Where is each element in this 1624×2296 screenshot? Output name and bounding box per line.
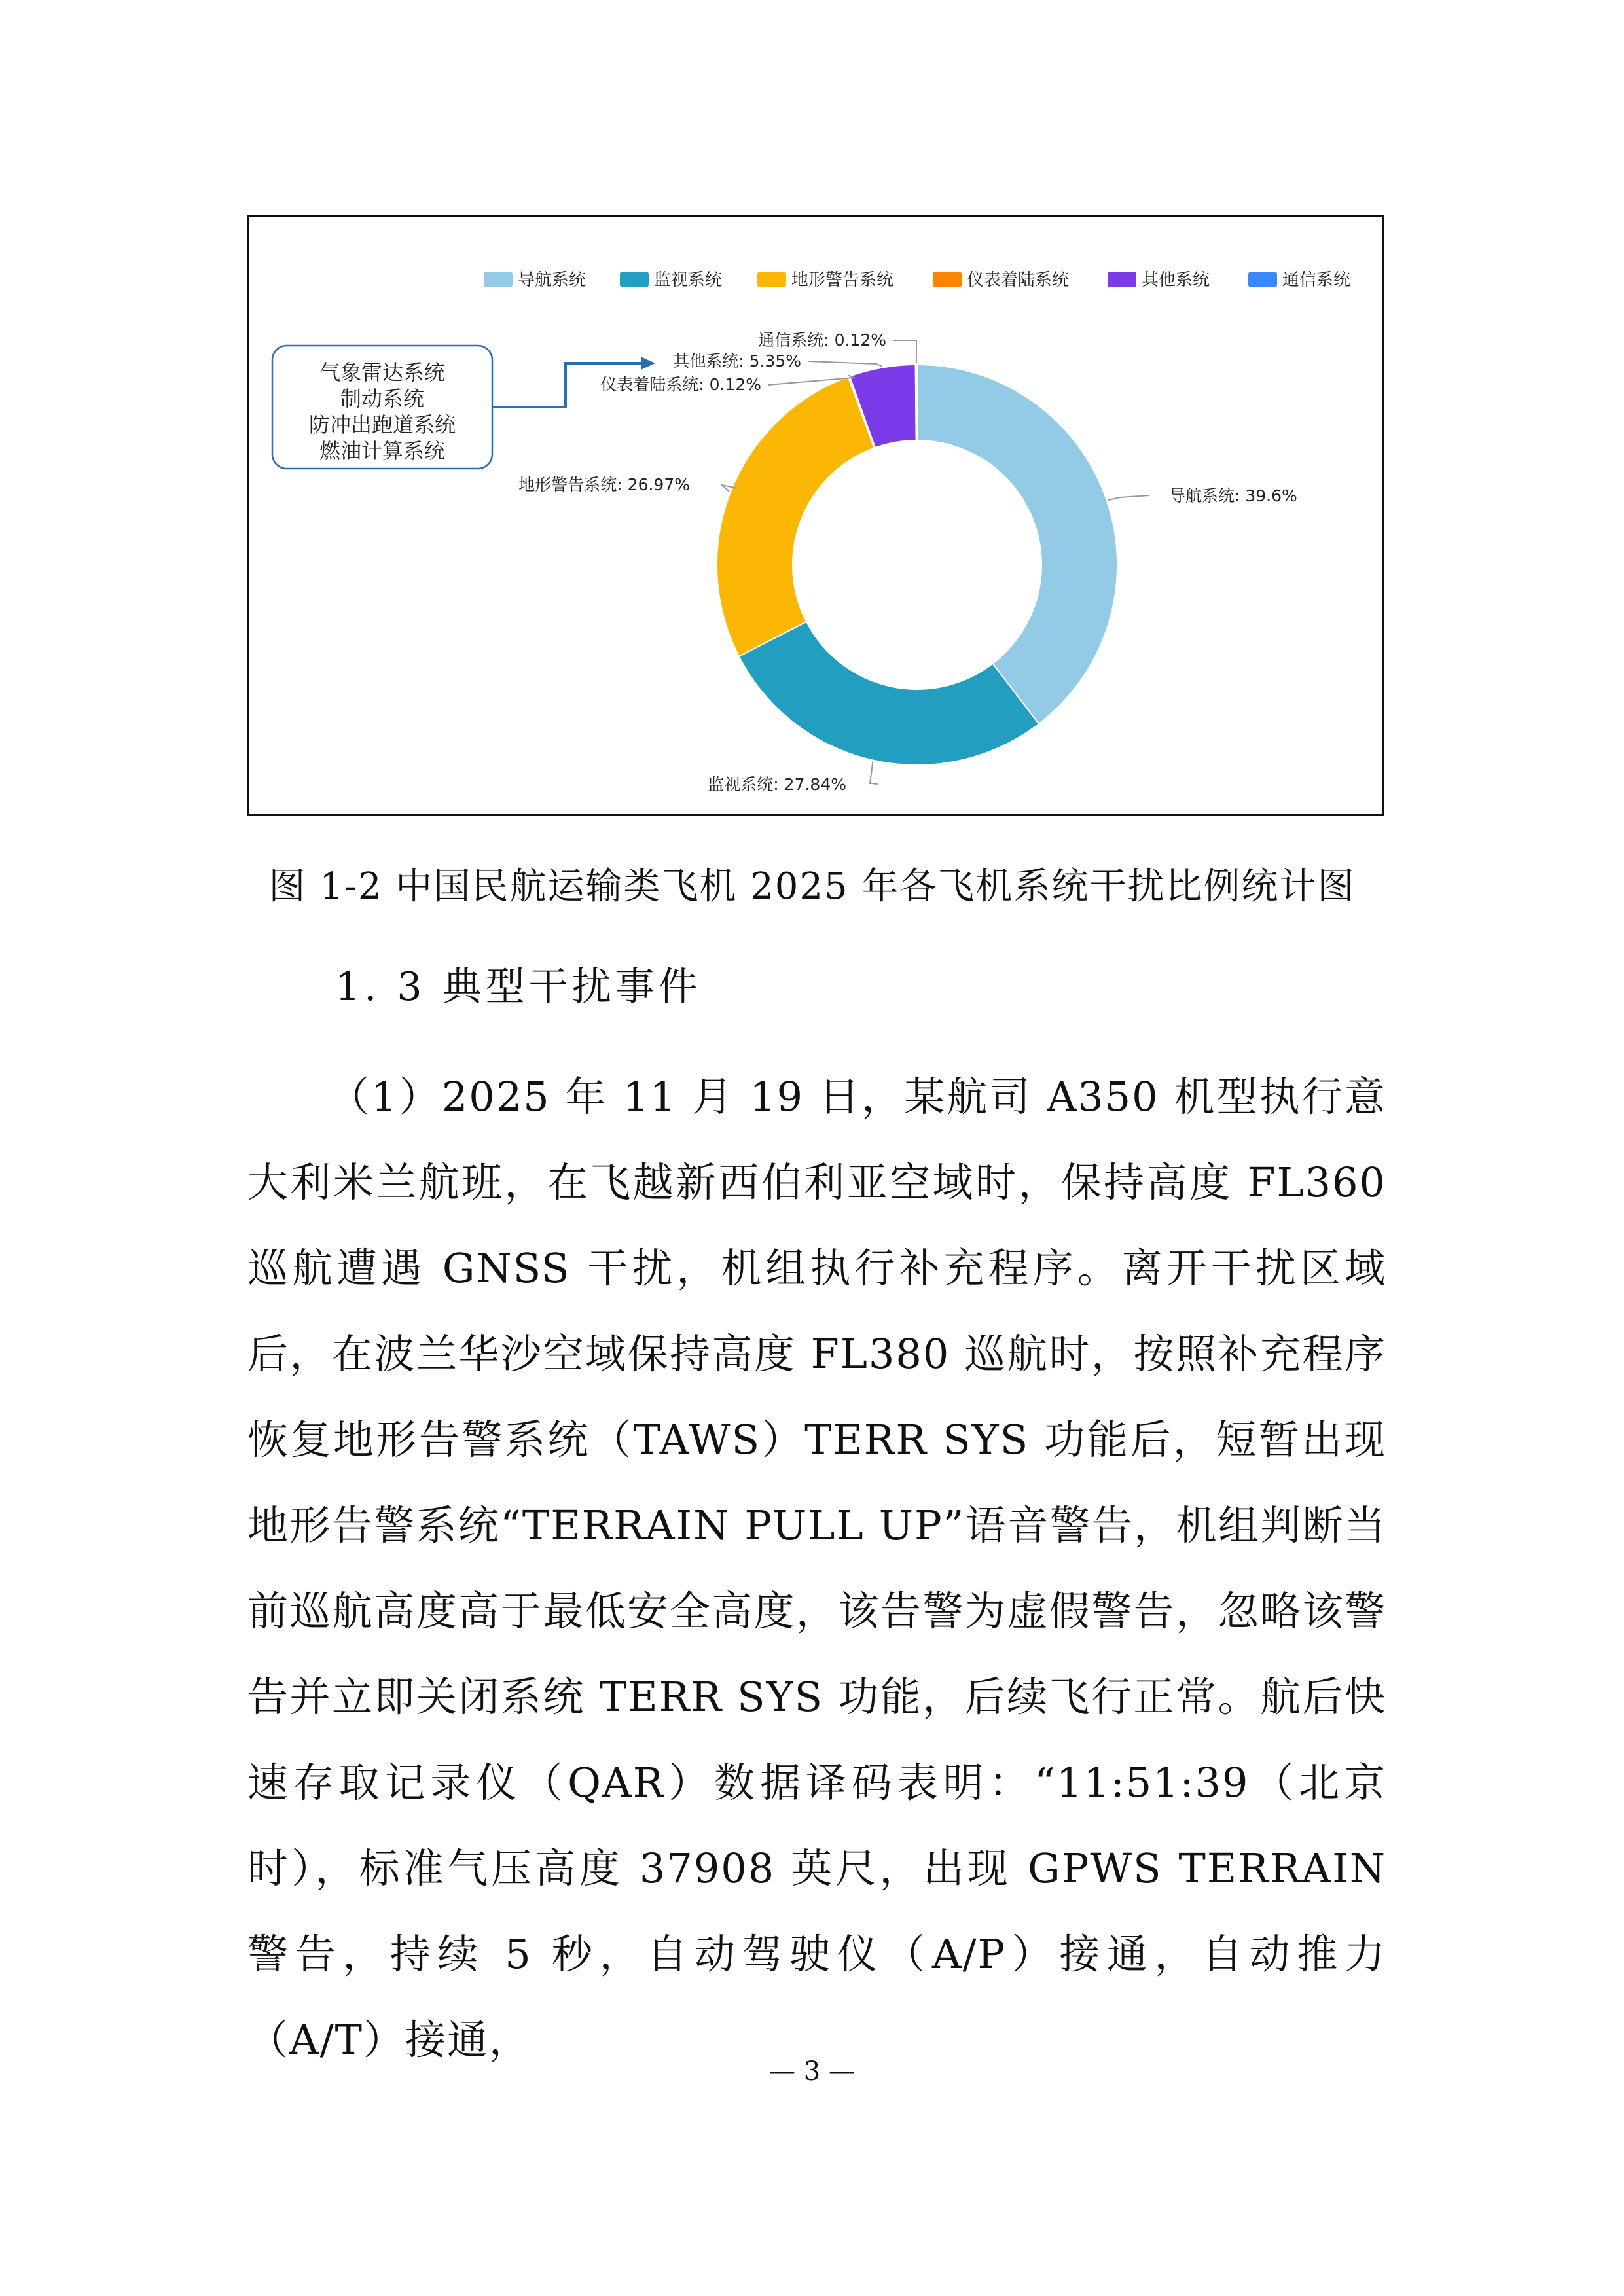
legend-swatch (620, 272, 649, 287)
slice-label: 其他系统: 5.35% (673, 351, 801, 370)
leader-line (870, 761, 878, 784)
legend-swatch (1248, 272, 1277, 287)
slice-label: 导航系统: 39.6% (1169, 486, 1297, 505)
slice-label: 地形警告系统: 26.97% (518, 475, 690, 494)
donut-slice (717, 377, 875, 656)
legend-swatch (933, 272, 962, 287)
leader-line (1108, 495, 1149, 500)
note-line: 气象雷达系统 (319, 360, 446, 385)
slice-label: 仪表着陆系统: 0.12% (600, 375, 761, 394)
legend-label: 通信系统 (1282, 270, 1351, 290)
other-systems-note (272, 346, 492, 469)
legend-label: 其他系统 (1142, 270, 1210, 290)
donut-slice (916, 365, 917, 440)
legend-swatch (757, 272, 786, 287)
page-number: — 3 — (769, 2056, 855, 2087)
legend-item (757, 270, 893, 290)
legend-item (620, 270, 722, 290)
legend-label: 导航系统 (518, 270, 586, 290)
leader-line (893, 340, 916, 363)
donut-chart (249, 217, 1382, 814)
body-paragraph: （1）2025 年 11 月 19 日，某航司 A350 机型执行意大利米兰航班，在飞越新西伯利亚空域时，保持高度 FL360 巡航遭遇 GNSS 干扰，机组执行补充程序。离开干扰区域后，在波兰华沙空域保持高度 FL380 巡航时，按照补充程序恢复地形告警系统（TAWS）TERR SYS 功能后，短暂出现地形告警系统“TERRAIN PULL UP”语音警告，机组判断当前巡航高度高于最低安全高度，该告警为虚假警告，忽略该警告并立即关闭系统 TERR SYS 功能，后续飞行正常。航后快速存取记录仪（QAR）数据译码表明：“11:51:39（北京时），标准气压高度 37908 英尺，出现 GPWS TERRAIN 警告，持续 5 秒，自动驾驶仪（A/P）接通，自动推力（A/T）接通， (247, 1073, 1386, 2064)
arrow-head (641, 357, 655, 370)
legend-swatch (1108, 272, 1136, 287)
legend-item (484, 270, 586, 290)
legend-item (1108, 270, 1210, 290)
legend-label: 地形警告系统 (791, 270, 894, 290)
figure-caption: 图 1-2 中国民航运输类飞机 2025 年各飞机系统干扰比例统计图 (268, 865, 1356, 908)
chart-legend (484, 270, 1350, 290)
chart-slices (717, 365, 1117, 765)
donut-slice (739, 622, 1039, 765)
note-line: 燃油计算系统 (319, 439, 446, 463)
slice-label: 监视系统: 27.84% (708, 775, 846, 794)
donut-slice (917, 365, 1117, 724)
chart-frame (247, 215, 1384, 816)
leader-line (808, 361, 882, 367)
section-heading: 1. 3 典型干扰事件 (335, 964, 702, 1010)
note-line: 防冲出跑道系统 (308, 412, 456, 437)
legend-item (933, 270, 1069, 290)
legend-label: 监视系统 (654, 270, 723, 290)
legend-label: 仪表着陆系统 (967, 270, 1070, 290)
slice-label: 通信系统: 0.12% (758, 331, 886, 350)
legend-item (1248, 270, 1350, 290)
note-line: 制动系统 (340, 386, 425, 411)
legend-swatch (484, 272, 513, 287)
